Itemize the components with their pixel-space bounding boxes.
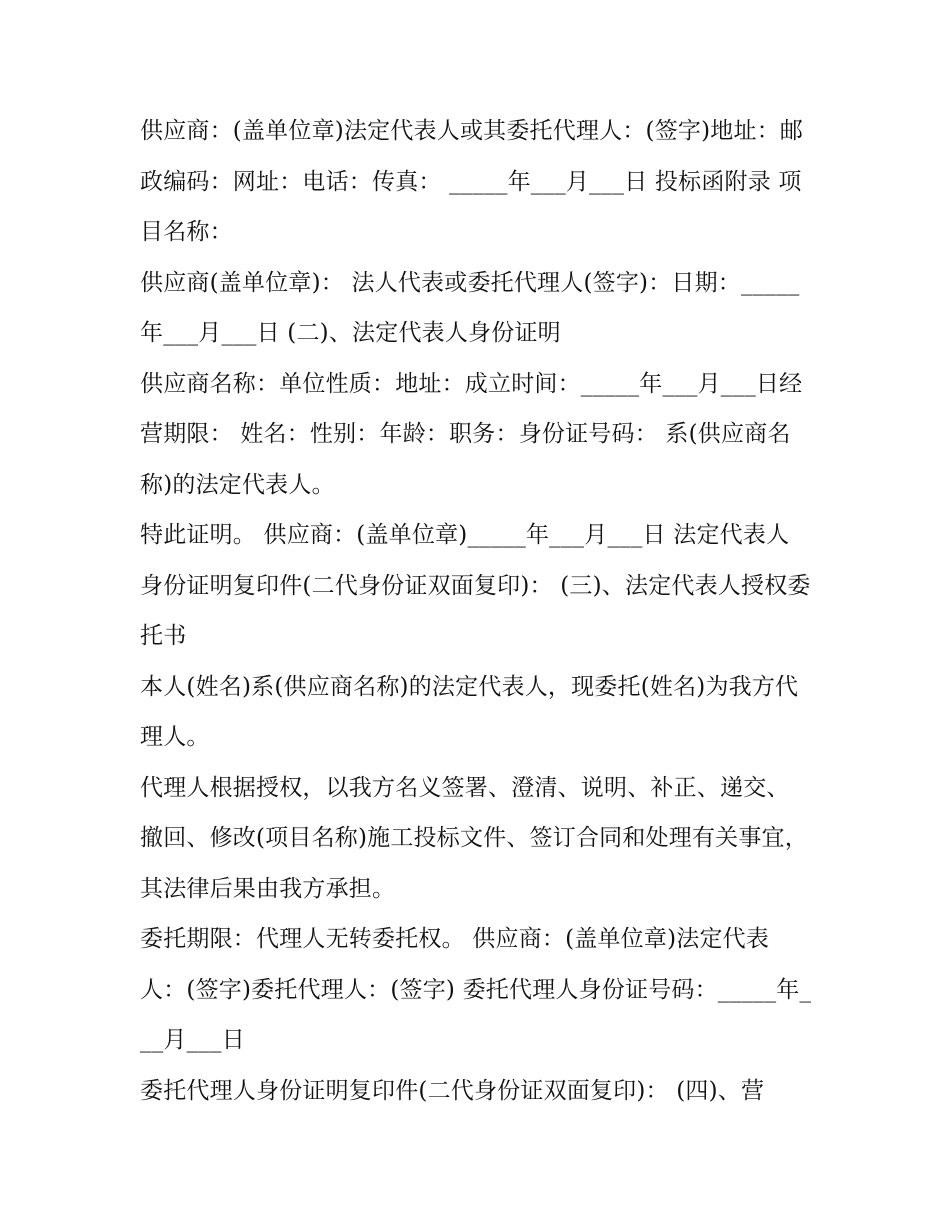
paragraph-authorization-intro: 本人(姓名)系(供应商名称)的法定代表人，现委托(姓名)为我方代理人。 bbox=[140, 673, 799, 750]
paragraph-supplier-signature-block: 供应商：(盖单位章)法定代表人或其委托代理人：(签字)地址：邮政编码：网址：电话：传真： _____年___月___日 投标函附录 项目名称： bbox=[140, 118, 804, 245]
paragraph-legal-rep-date: 供应商(盖单位章)： 法人代表或委托代理人(签字)：日期：_____年___月___日 (二)、法定代表人身份证明 bbox=[140, 269, 800, 346]
paragraph-certification: 特此证明。 供应商：(盖单位章)_____年___月___日 法定代表人身份证明复印件(二代身份证双面复印)： (三)、法定代表人授权委托书 bbox=[140, 522, 811, 649]
document-body bbox=[140, 106, 812, 1116]
paragraph-authorization-term: 委托期限：代理人无转委托权。 供应商：(盖单位章)法定代表人：(签字)委托代理人：(签字) 委托代理人身份证号码：_____年___月___日 bbox=[140, 926, 812, 1053]
paragraph-agent-id-copy: 委托代理人身份证明复印件(二代身份证双面复印)： (四)、营 bbox=[140, 1077, 765, 1104]
paragraph-agent-authority: 代理人根据授权，以我方名义签署、澄清、说明、补正、递交、撤回、修改(项目名称)施工投标文件、签订合同和处理有关事宜，其法律后果由我方承担。 bbox=[140, 774, 808, 902]
paragraph-supplier-info: 供应商名称：单位性质：地址：成立时间：_____年___月___日经营期限： 姓名：性别：年龄：职务：身份证号码： 系(供应商名称)的法定代表人。 bbox=[140, 370, 803, 498]
